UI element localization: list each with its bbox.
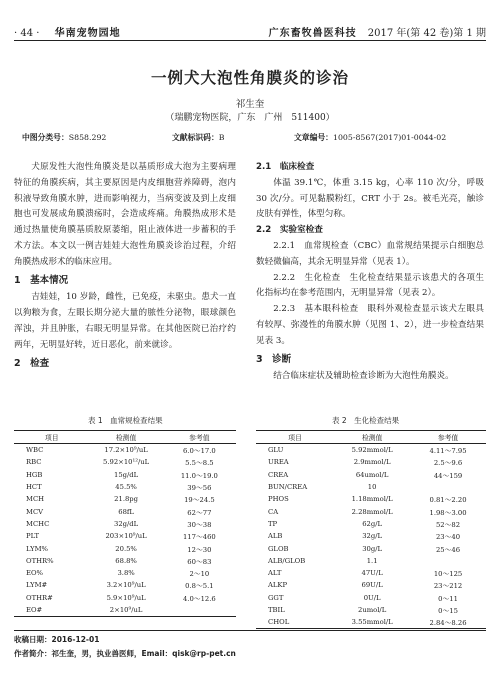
- right-column: [256, 160, 484, 385]
- section-2-2-1-text: 2.2.1 血常规检查（CBC）血常规结果提示白细胞总数轻微偏高，其余无明显异常（见表 1）。: [256, 240, 484, 267]
- table-row: [256, 604, 486, 616]
- value-cell: 5.92mmol/L: [351, 446, 393, 455]
- table-row: [256, 567, 486, 579]
- item-cell: CA: [268, 507, 279, 516]
- article-title: 一例犬大泡性角膜炎的诊治: [150, 69, 349, 87]
- reference-cell: 30～38: [187, 520, 212, 529]
- item-cell: LYM#: [26, 581, 48, 590]
- running-header: [14, 22, 486, 41]
- item-cell: EO#: [14, 604, 89, 617]
- reference-cell: 4.11～7.95: [429, 447, 467, 456]
- value-cell: 5.92×10¹²/uL: [103, 458, 150, 467]
- reference-cell: 117～460: [182, 533, 216, 542]
- left-column: [14, 160, 236, 373]
- table-row: [256, 493, 486, 505]
- value-cell: 64umol/L: [355, 470, 389, 479]
- intro-paragraph: 犬原发性大泡性角膜炎是以基质形成大泡为主要病理特征的角膜疾病，其主要原因是内皮细胞营养障碍，泡内积液导致角膜水肿，进而影响视力，当病变波及到上皮细胞也可发展成角膜溃疡时，会造成疼痛。角膜热成形术是通过热量使角膜基质胶原萎缩，阻止液体进一步蓄积的手术方法。本文以一例吉娃娃大泡性角膜炎诊治过程，介绍角膜热成形术的临床应用。: [14, 162, 236, 267]
- journal-name: 广东畜牧兽医科技: [268, 28, 357, 39]
- table-row: [14, 493, 236, 505]
- table-1-header: 检测值: [89, 431, 162, 444]
- author: 祁生奎: [235, 99, 265, 110]
- table-row: [14, 481, 236, 493]
- item-cell: ALKP: [268, 581, 288, 590]
- section-2-1-text: 体温 39.1℃，体重 3.15 kg，心率 110 次/分，呼吸 30 次/分。可见黏膜粉红，CRT 小于 2s。被毛光亮，触诊皮肤有弹性，体型匀称。: [256, 177, 484, 220]
- footnote: [14, 630, 486, 661]
- item-cell: EO%: [26, 569, 43, 578]
- page-number: · 44 ·: [14, 28, 40, 39]
- value-cell: 5.9×10⁹/uL: [106, 593, 146, 602]
- table-1-header: 参考值: [163, 431, 236, 444]
- table-2-header: 参考值: [410, 431, 486, 444]
- reference-cell: 19～24.5: [184, 496, 215, 505]
- item-cell: PHOS: [268, 495, 289, 504]
- section-3-text: 结合临床症状及辅助检查诊断为大泡性角膜炎。: [273, 371, 454, 382]
- value-cell: 10: [367, 483, 377, 492]
- item-cell: GLOB: [268, 544, 289, 553]
- table-row: [14, 542, 236, 554]
- table-row: [14, 456, 236, 468]
- value-cell: 3.2×10⁹/uL: [106, 581, 146, 590]
- reference-cell: [163, 604, 236, 617]
- clc-number: S858.292: [68, 133, 107, 142]
- issue-info: 2017 年(第 42 卷)第 1 期: [367, 28, 486, 39]
- value-cell: 17.2×10⁹/uL: [104, 446, 148, 455]
- section-1-heading: 1 基本情况: [14, 274, 69, 286]
- reference-cell: 10～125: [433, 570, 463, 579]
- table-row: [14, 469, 236, 481]
- table-row: [256, 518, 486, 530]
- value-cell: 2.28mmol/L: [351, 507, 393, 516]
- table-row: [256, 530, 486, 542]
- reference-cell: 4.0～12.6: [182, 594, 216, 603]
- table-2: [256, 430, 486, 629]
- table-row: [256, 481, 486, 493]
- reference-cell: [410, 555, 486, 567]
- reference-cell: 0～15: [438, 607, 458, 615]
- item-cell: MCH: [26, 495, 45, 504]
- table-2-caption: 表 2 生化检查结果: [332, 416, 400, 425]
- value-cell: 1.1: [366, 556, 378, 565]
- section-2-2-heading: 2.2 实验室检查: [256, 225, 323, 236]
- article-id: 1005-8567(2017)01-0044-02: [332, 133, 447, 142]
- item-cell: CREA: [268, 470, 289, 479]
- table-row: [256, 469, 486, 481]
- table-row: [256, 616, 486, 629]
- value-cell: 15g/dL: [114, 470, 139, 479]
- value-cell: 47U/L: [361, 569, 383, 578]
- reference-cell: 2.84～8.26: [410, 616, 486, 629]
- value-cell: 21.8pg: [114, 495, 139, 504]
- reference-cell: 62～77: [187, 508, 212, 517]
- table-row: [256, 542, 486, 554]
- item-cell: CHOL: [256, 616, 334, 629]
- value-cell: 62g/L: [362, 519, 383, 528]
- item-cell: TBIL: [268, 606, 285, 614]
- table-row: [14, 579, 236, 591]
- reference-cell: 12～30: [187, 545, 212, 554]
- table-2-header: 项目: [256, 431, 334, 444]
- item-cell: UREA: [268, 458, 289, 467]
- doc-code: B: [218, 133, 225, 142]
- reference-cell: 0～11: [438, 594, 458, 603]
- value-cell: 3.55mmol/L: [334, 616, 410, 629]
- item-cell: OTHR%: [26, 556, 54, 565]
- reference-cell: 23～40: [435, 533, 461, 542]
- item-cell: WBC: [26, 446, 44, 455]
- author-bio: 作者简介：祁生奎，男，执业兽医师，Email：qisk@rp-pet.cn: [14, 649, 236, 658]
- item-cell: MCV: [26, 507, 44, 516]
- value-cell: 68fL: [118, 507, 134, 516]
- reference-cell: 39～56: [187, 484, 212, 493]
- item-cell: ALB: [268, 532, 283, 541]
- reference-cell: 2～10: [189, 570, 210, 579]
- reference-cell: 25～46: [435, 545, 461, 554]
- item-cell: BUN/CREA: [268, 483, 308, 492]
- section-2-heading: 2 检查: [14, 357, 50, 369]
- reference-cell: 0.81～2.20: [429, 496, 467, 505]
- table-row: [14, 518, 236, 530]
- table-row: [14, 555, 236, 567]
- reference-cell: 60～83: [187, 557, 212, 566]
- value-cell: 32g/L: [362, 532, 383, 541]
- table-1: [14, 430, 236, 617]
- value-cell: 69U/L: [361, 581, 383, 590]
- table-row: [14, 444, 236, 457]
- table-row: [14, 530, 236, 542]
- reference-cell: 23～212: [433, 582, 463, 591]
- article-id-label: 文章编号：: [294, 133, 333, 142]
- section-3-heading: 3 诊断: [256, 353, 292, 365]
- section-2-2-3-text: 2.2.3 基本眼科检查 眼科外观检查显示该犬左眼具有较厚、弥漫性的角膜水肿（见图 1、2），进一步检查结果见表 3。: [256, 304, 484, 346]
- item-cell: MCHC: [26, 519, 50, 528]
- value-cell: 2.9mmol/L: [353, 458, 391, 467]
- section-1-text: 吉娃娃，10 岁龄，雌性，已免疫，未驱虫。患犬一直以狗粮为食，左眼长期分泌大量的脓性分泌物，眼球颜色浑浊，并且肿胀，右眼无明显异常。在其他医院已治疗约两年，无明显好转，近日恶化，前来就诊。: [14, 292, 236, 350]
- table-row: [14, 567, 236, 579]
- item-cell: ALT: [268, 569, 282, 578]
- value-cell: 20.5%: [115, 544, 137, 553]
- reference-cell: 1.98～3.00: [429, 508, 467, 517]
- table-row: [256, 555, 486, 567]
- value-cell: 68.8%: [115, 556, 137, 565]
- table-row: [256, 592, 486, 604]
- table-row: [256, 456, 486, 468]
- value-cell: 0U/L: [363, 593, 381, 602]
- table-1-header: 项目: [14, 431, 89, 444]
- reference-cell: 5.5～8.5: [185, 459, 214, 468]
- table-row: [14, 505, 236, 517]
- table-row: [14, 604, 236, 617]
- reference-cell: 52～82: [435, 520, 461, 529]
- value-cell: 203×10⁹/uL: [105, 532, 147, 541]
- item-cell: TP: [268, 519, 278, 528]
- value-cell: 30g/L: [362, 544, 383, 553]
- table-row: [256, 505, 486, 517]
- item-cell: HCT: [26, 483, 42, 492]
- received-date: 收稿日期：2016-12-01: [14, 635, 100, 644]
- table-1-caption: 表 1 血常规检查结果: [88, 416, 163, 425]
- reference-cell: 0.8～5.1: [185, 582, 214, 591]
- clc-label: 中图分类号：: [22, 133, 69, 142]
- table-row: [256, 444, 486, 457]
- section-name: 华南宠物园地: [54, 28, 121, 39]
- value-cell: 2umol/L: [358, 606, 387, 614]
- item-cell: OTHR#: [26, 593, 53, 602]
- doc-code-label: 文献标识码：: [172, 133, 219, 142]
- table-row: [256, 579, 486, 591]
- section-2-2-2-text: 2.2.2 生化检查 生化检查结果显示该患犬的各项生化指标均在参考范围内，无明显异常（见表 2）。: [256, 272, 484, 299]
- reference-cell: 11.0～19.0: [180, 471, 218, 480]
- reference-cell: [410, 481, 486, 493]
- item-cell: GLU: [268, 446, 284, 455]
- item-cell: PLT: [26, 532, 40, 541]
- reference-cell: 44～159: [433, 471, 463, 480]
- reference-cell: 2.5～9.6: [433, 459, 463, 468]
- item-cell: HGB: [26, 470, 43, 479]
- item-cell: ALB/GLOB: [268, 556, 306, 565]
- item-cell: LYM%: [26, 544, 48, 553]
- item-cell: GGT: [268, 593, 284, 602]
- value-cell: 32g/dL: [114, 519, 139, 528]
- value-cell: 3.8%: [117, 569, 135, 578]
- table-2-header: 检测值: [334, 431, 410, 444]
- value-cell: 45.5%: [115, 483, 137, 492]
- affiliation: （瑞鹏宠物医院，广东 广州 511400）: [165, 113, 335, 123]
- value-cell: 1.18mmol/L: [351, 495, 393, 504]
- table-row: [14, 592, 236, 604]
- reference-cell: 6.0～17.0: [182, 447, 216, 456]
- value-cell: 2×10⁹/uL: [89, 604, 162, 617]
- section-2-1-heading: 2.1 临床检查: [256, 162, 315, 172]
- item-cell: RBC: [26, 458, 42, 467]
